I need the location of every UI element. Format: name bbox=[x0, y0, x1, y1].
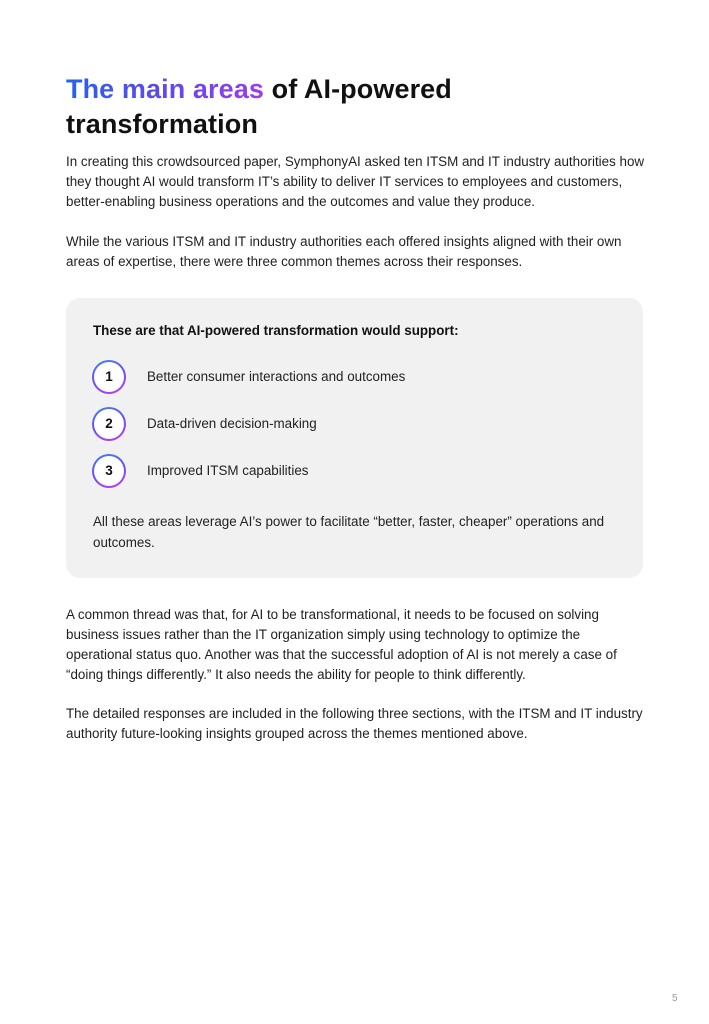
intro-paragraph-2: While the various ITSM and IT industry authorities each offered insights aligned with their own areas of expertise, there were three common themes across their responses. bbox=[66, 234, 622, 269]
theme-item-label: Improved ITSM capabilities bbox=[147, 463, 309, 478]
title-highlight: The main areas bbox=[66, 74, 264, 104]
body-paragraph-1: A common thread was that, for AI to be transformational, it needs to be focused on solving business issues rather than the IT organization simply using technology to optimize the operational status quo. Another was that the successful adoption of AI is not merely a case of “doing things differently.” It also needs the ability for people to think differently. bbox=[66, 607, 617, 682]
number-badge-icon bbox=[92, 407, 126, 441]
theme-item-1 bbox=[92, 360, 612, 394]
themes-card bbox=[66, 298, 643, 578]
theme-item-label: Better consumer interactions and outcomes bbox=[147, 369, 406, 384]
intro-paragraph-1: In creating this crowdsourced paper, SymphonyAI asked ten ITSM and IT industry authorities how they thought AI would transform IT’s ability to deliver IT services to employees and customers, better-enabling business operations and the outcomes and value they produce. bbox=[66, 154, 645, 209]
theme-item-3 bbox=[92, 454, 612, 488]
number-badge-icon bbox=[92, 360, 126, 394]
page-number: 5 bbox=[672, 993, 678, 1004]
page-title bbox=[66, 72, 626, 142]
theme-item-label: Data-driven decision-making bbox=[147, 416, 317, 431]
number-badge-value: 1 bbox=[94, 362, 124, 392]
card-heading: These are that AI-powered transformation would support: bbox=[93, 323, 459, 338]
theme-item-2 bbox=[92, 407, 612, 441]
body-paragraph-2: The detailed responses are included in the following three sections, with the ITSM and IT industry authority future-looking insights grouped across the themes mentioned above. bbox=[66, 706, 643, 741]
number-badge-value: 2 bbox=[94, 409, 124, 439]
card-note: All these areas leverage AI’s power to facilitate “better, faster, cheaper” operations and outcomes. bbox=[93, 514, 605, 550]
number-badge-icon bbox=[92, 454, 126, 488]
number-badge-value: 3 bbox=[94, 456, 124, 486]
title-rest: of AI-powered transformation bbox=[66, 74, 452, 139]
